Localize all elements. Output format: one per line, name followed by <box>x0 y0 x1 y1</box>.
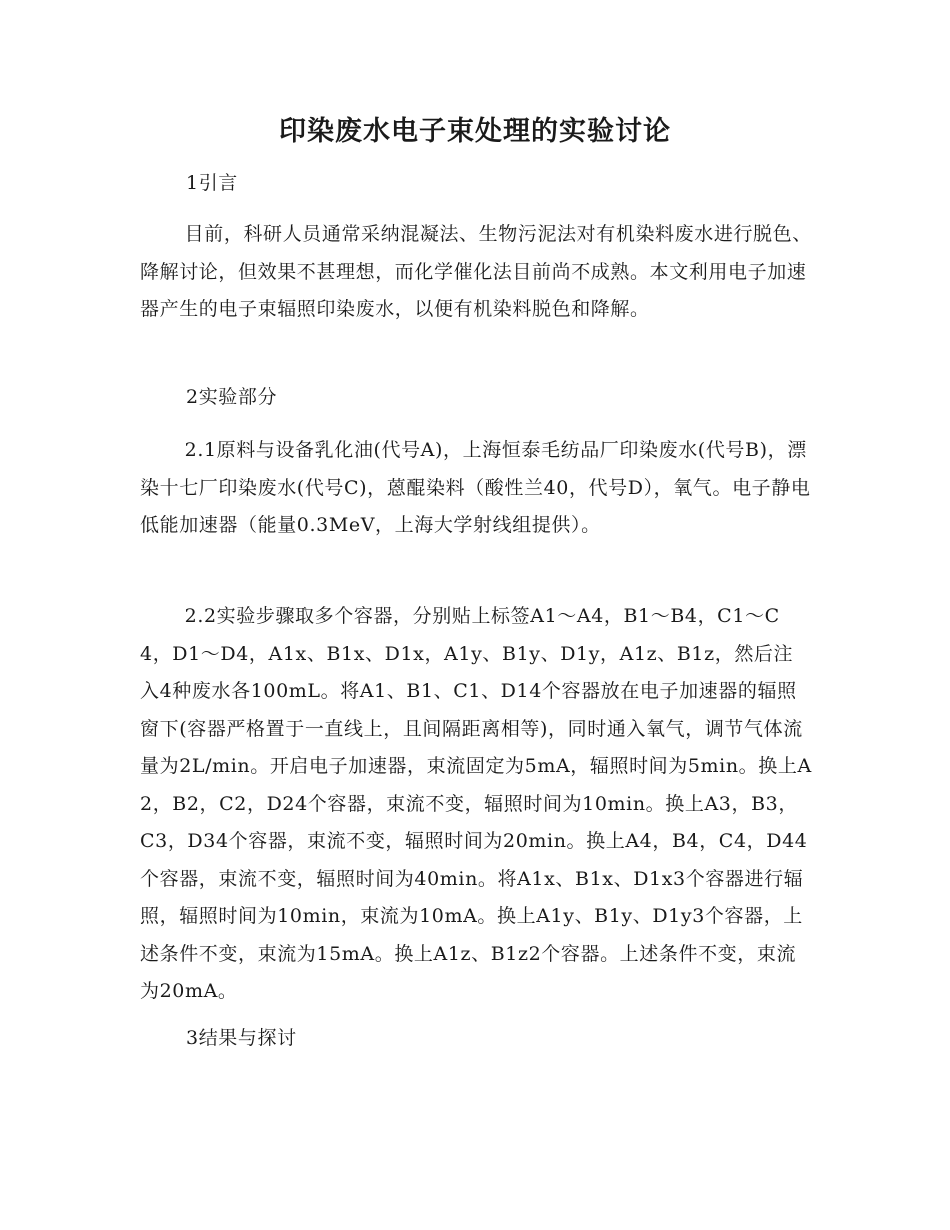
paragraph-materials-equipment: 2.1原料与设备乳化油(代号A)，上海恒泰毛纺品厂印染废水(代号B)，漂染十七厂印染废水(代号C)，蒽醌染料（酸性兰40，代号D），氧气。电子静电低能加速器（能量0.3MeV，上海大学射线组提供）。 <box>140 439 811 536</box>
section-heading-results: 3结果与探讨 <box>186 1027 297 1049</box>
section-heading-experiment: 2实验部分 <box>186 386 278 408</box>
document-title: 印染废水电子束处理的实验讨论 <box>279 116 671 147</box>
paragraph-experiment-steps: 2.2实验步骤取多个容器，分别贴上标签A1～A4，B1～B4，C1～C4，D1～D4，A1x、B1x、D1x，A1y、B1y、D1y，A1z、B1z，然后注入4种废水各100mL。将A1、B1、C1、D14个容器放在电子加速器的辐照窗下(容器严格置于一直线上，且间隔距离相等)，同时通入氧气，调节气体流量为2L/min。开启电子加速器，束流固定为5mA，辐照时间为5min。换上A2，B2，C2，D24个容器，束流不变，辐照时间为10min。换上A3，B3，C3，D34个容器，束流不变，辐照时间为20min。换上A4，B4，C4，D44个容器，束流不变，辐照时间为40min。将A1x、B1x、D1x3个容器进行辐照，辐照时间为10min，束流为10mA。换上A1y、B1y、D1y3个容器，上述条件不变，束流为15mA。换上A1z、B1z2个容器。上述条件不变，束流为20mA。 <box>140 605 812 1002</box>
paragraph-introduction: 目前，科研人员通常采纳混凝法、生物污泥法对有机染料废水进行脱色、降解讨论，但效果不甚理想，而化学催化法目前尚不成熟。本文利用电子加速器产生的电子束辐照印染废水，以便有机染料脱色和降解。 <box>140 223 812 320</box>
section-heading-introduction: 1引言 <box>186 172 238 194</box>
